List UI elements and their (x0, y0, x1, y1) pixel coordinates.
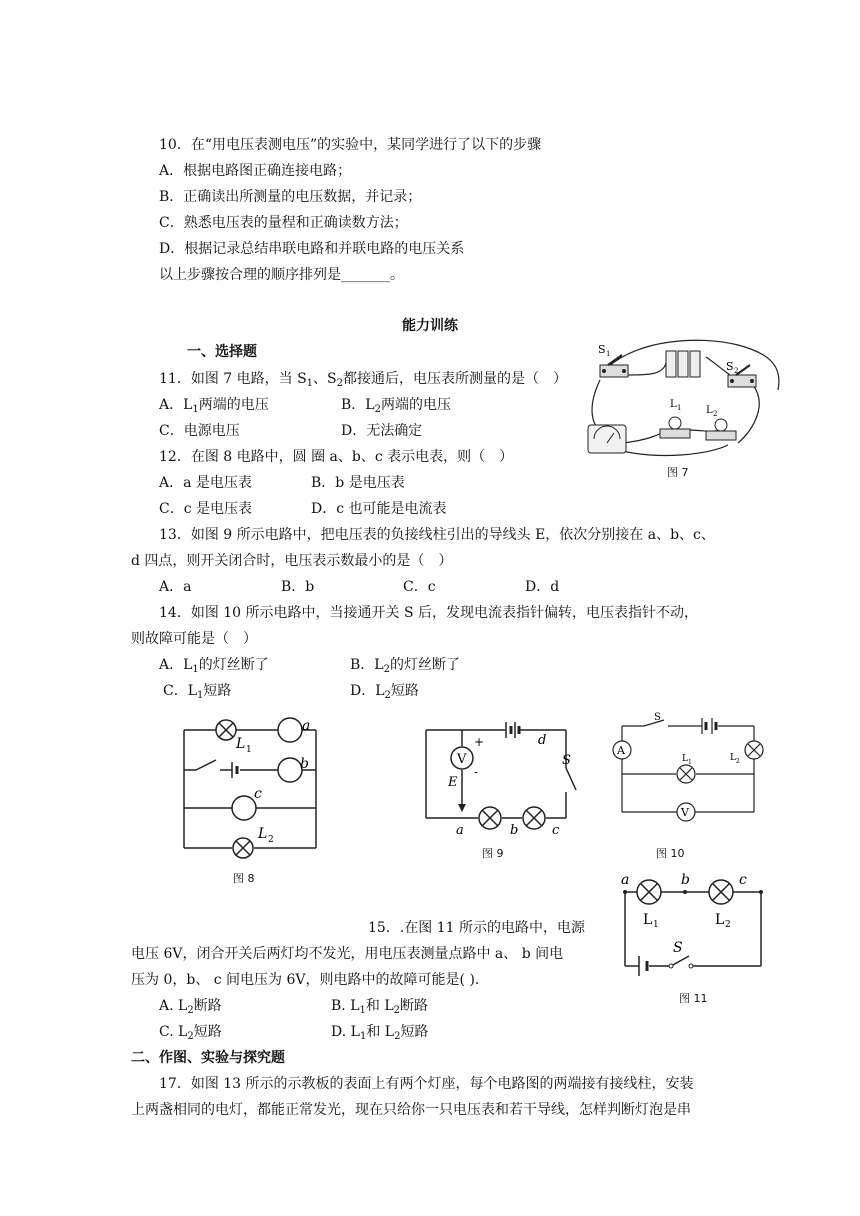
q13-option-c: C．c (403, 579, 436, 595)
q12-option-a: A．a 是电压表 (159, 475, 252, 491)
svg-text:b: b (510, 823, 519, 838)
svg-text:S: S (673, 940, 683, 956)
voltmeter-icon (588, 425, 626, 453)
q12-stem: 12．在图 8 电路中，圆 圈 a、b、c 表示电表，则（ ） (159, 449, 514, 465)
meter-a-icon (278, 718, 302, 742)
svg-text:-: - (474, 765, 479, 779)
q10-option-d: D．根据记录总结串联电路和并联电路的电压关系 (159, 241, 465, 257)
svg-text:1: 1 (677, 404, 682, 412)
q12-option-d: D．c 也可能是电流表 (311, 501, 447, 517)
svg-text:S: S (654, 712, 661, 723)
bulb-l1-icon (660, 417, 690, 438)
svg-text:L: L (236, 736, 246, 752)
figure-11 (615, 868, 775, 980)
section-title: 能力训练 (402, 318, 458, 334)
svg-text:L: L (670, 399, 677, 410)
svg-text:2: 2 (713, 410, 718, 418)
q14-option-c: C．$L_1$短路 (163, 683, 232, 701)
q11-stem: 11．如图 7 电路，当 $S_1$、$S_2$都接通后，电压表所测量的是（ ） (159, 371, 568, 389)
q13-line2: d 四点，则开关闭合时，电压表示数最小的是（ ） (131, 553, 453, 569)
svg-text:c: c (552, 823, 560, 838)
figure-9 (418, 720, 588, 838)
q10-option-a: A．根据电路图正确连接电路； (159, 163, 352, 179)
q11-option-a: A．$L_1$两端的电压 (159, 397, 269, 415)
bulb-l2-icon (706, 419, 736, 440)
q15-option-b: B. $L_1$和 $L_2$断路 (331, 998, 428, 1016)
svg-text:2: 2 (725, 920, 731, 930)
meter-b-icon (278, 758, 302, 782)
svg-text:A: A (617, 744, 625, 757)
svg-text:1: 1 (246, 745, 252, 755)
lamp-l1-icon (216, 720, 236, 740)
lamp-1-icon (479, 807, 501, 829)
figure-7 (578, 335, 788, 460)
svg-text:2: 2 (736, 758, 740, 765)
svg-text:1: 1 (688, 759, 692, 766)
q10-tail: 以上步骤按合理的顺序排列是_______。 (159, 267, 404, 283)
svg-text:L: L (715, 912, 725, 928)
svg-text:d: d (538, 733, 547, 748)
q17-line1: 17．如图 13 所示的示教板的表面上有两个灯座，每个电路图的两端接有接线柱，安装 (159, 1076, 694, 1092)
battery-pack-icon (666, 351, 700, 377)
q12-option-b: B．b 是电压表 (311, 475, 405, 491)
svg-text:S: S (562, 753, 571, 768)
svg-text:+: + (474, 735, 485, 749)
svg-text:a: a (621, 872, 630, 888)
svg-text:L: L (706, 405, 713, 416)
svg-text:b: b (300, 756, 309, 772)
svg-text:L: L (258, 826, 268, 842)
lamp-l2-icon (709, 880, 733, 904)
lamp-l2-icon (745, 741, 763, 759)
q15-line2: 电压 6V，闭合开关后两灯均不发光，用电压表测量点路中 a、 b 间电 (131, 946, 564, 962)
part2-heading: 二、作图、实验与探究题 (131, 1050, 285, 1066)
q14-option-d: D．$L_2$短路 (350, 683, 419, 701)
q15-option-a: A. $L_2$断路 (159, 998, 222, 1016)
figure-7-caption: 图 7 (667, 466, 689, 479)
svg-text:1: 1 (653, 920, 659, 930)
voltmeter-icon (677, 803, 695, 821)
q15-option-c: C. $L_2$短路 (159, 1024, 222, 1042)
svg-text:L: L (730, 753, 736, 763)
q17-line2: 上两盏相同的电灯，都能正常发光，现在只给你一只电压表和若干导线，怎样判断灯泡是串 (131, 1102, 691, 1118)
q15-option-d: D. $L_1$和 $L_2$短路 (331, 1024, 429, 1042)
svg-text:V: V (681, 806, 689, 819)
q14-line1: 14．如图 10 所示电路中，当接通开关 S 后，发现电流表指针偏转，电压表指针不动， (159, 605, 699, 621)
q14-option-a: A．$L_1$的灯丝断了 (159, 657, 269, 675)
svg-text:S: S (726, 360, 734, 373)
q11-option-b: B．$L_2$两端的电压 (341, 397, 451, 415)
svg-text:a: a (302, 718, 311, 734)
q10-stem: 10．在“用电压表测电压”的实验中，某同学进行了以下的步骤 (159, 137, 542, 153)
figure-10-caption: 图 10 (656, 847, 685, 860)
svg-text:E: E (448, 775, 458, 790)
svg-text:L: L (682, 754, 688, 764)
svg-text:S: S (598, 343, 606, 356)
svg-text:a: a (456, 823, 464, 838)
svg-text:L: L (643, 912, 653, 928)
q10-option-c: C．熟悉电压表的量程和正确读数方法； (159, 215, 408, 231)
figure-11-caption: 图 11 (679, 992, 708, 1005)
svg-text:2: 2 (268, 835, 274, 845)
q14-line2: 则故障可能是（ ） (131, 631, 257, 647)
battery-icon (232, 762, 237, 778)
battery-icon (506, 722, 519, 738)
ammeter-icon (613, 741, 631, 759)
figure-8-caption: 图 8 (233, 872, 255, 885)
figure-10 (608, 714, 768, 829)
q13-option-b: B．b (281, 579, 315, 595)
q15-line1: 15．.在图 11 所示的电路中，电源 (368, 920, 585, 936)
q11-option-d: D．无法确定 (341, 423, 423, 439)
meter-c-icon (232, 796, 256, 820)
q13-line1: 13．如图 9 所示电路中，把电压表的负接线柱引出的导线头 E，依次分别接在 a、b、c、 (159, 527, 715, 543)
switch-s1-icon (600, 355, 628, 377)
svg-text:2: 2 (734, 367, 739, 375)
q13-option-a: A．a (159, 579, 192, 595)
q15-line3: 压为 0，b、 c 间电压为 6V，则电路中的故障可能是( ). (131, 972, 480, 988)
svg-text:b: b (681, 872, 690, 888)
lamp-2-icon (523, 807, 545, 829)
svg-text:V: V (457, 752, 467, 767)
q10-option-b: B．正确读出所测量的电压数据，并记录； (159, 189, 422, 205)
svg-text:c: c (254, 786, 262, 802)
figure-9-caption: 图 9 (482, 847, 504, 860)
part1-heading: 一、选择题 (187, 344, 257, 360)
battery-icon (639, 956, 647, 976)
lamp-l1-icon (637, 880, 661, 904)
q14-option-b: B．$L_2$的灯丝断了 (350, 657, 460, 675)
lamp-l2-icon (233, 838, 253, 858)
svg-text:c: c (739, 872, 747, 888)
q11-option-c: C．电源电压 (159, 423, 240, 439)
voltmeter-icon (451, 747, 473, 769)
lamp-l1-icon (677, 765, 695, 783)
svg-text:1: 1 (606, 350, 611, 358)
q13-option-d: D．d (525, 579, 560, 595)
battery-icon (702, 718, 716, 734)
figure-8 (176, 718, 326, 862)
q12-option-c: C．c 是电压表 (159, 501, 253, 517)
